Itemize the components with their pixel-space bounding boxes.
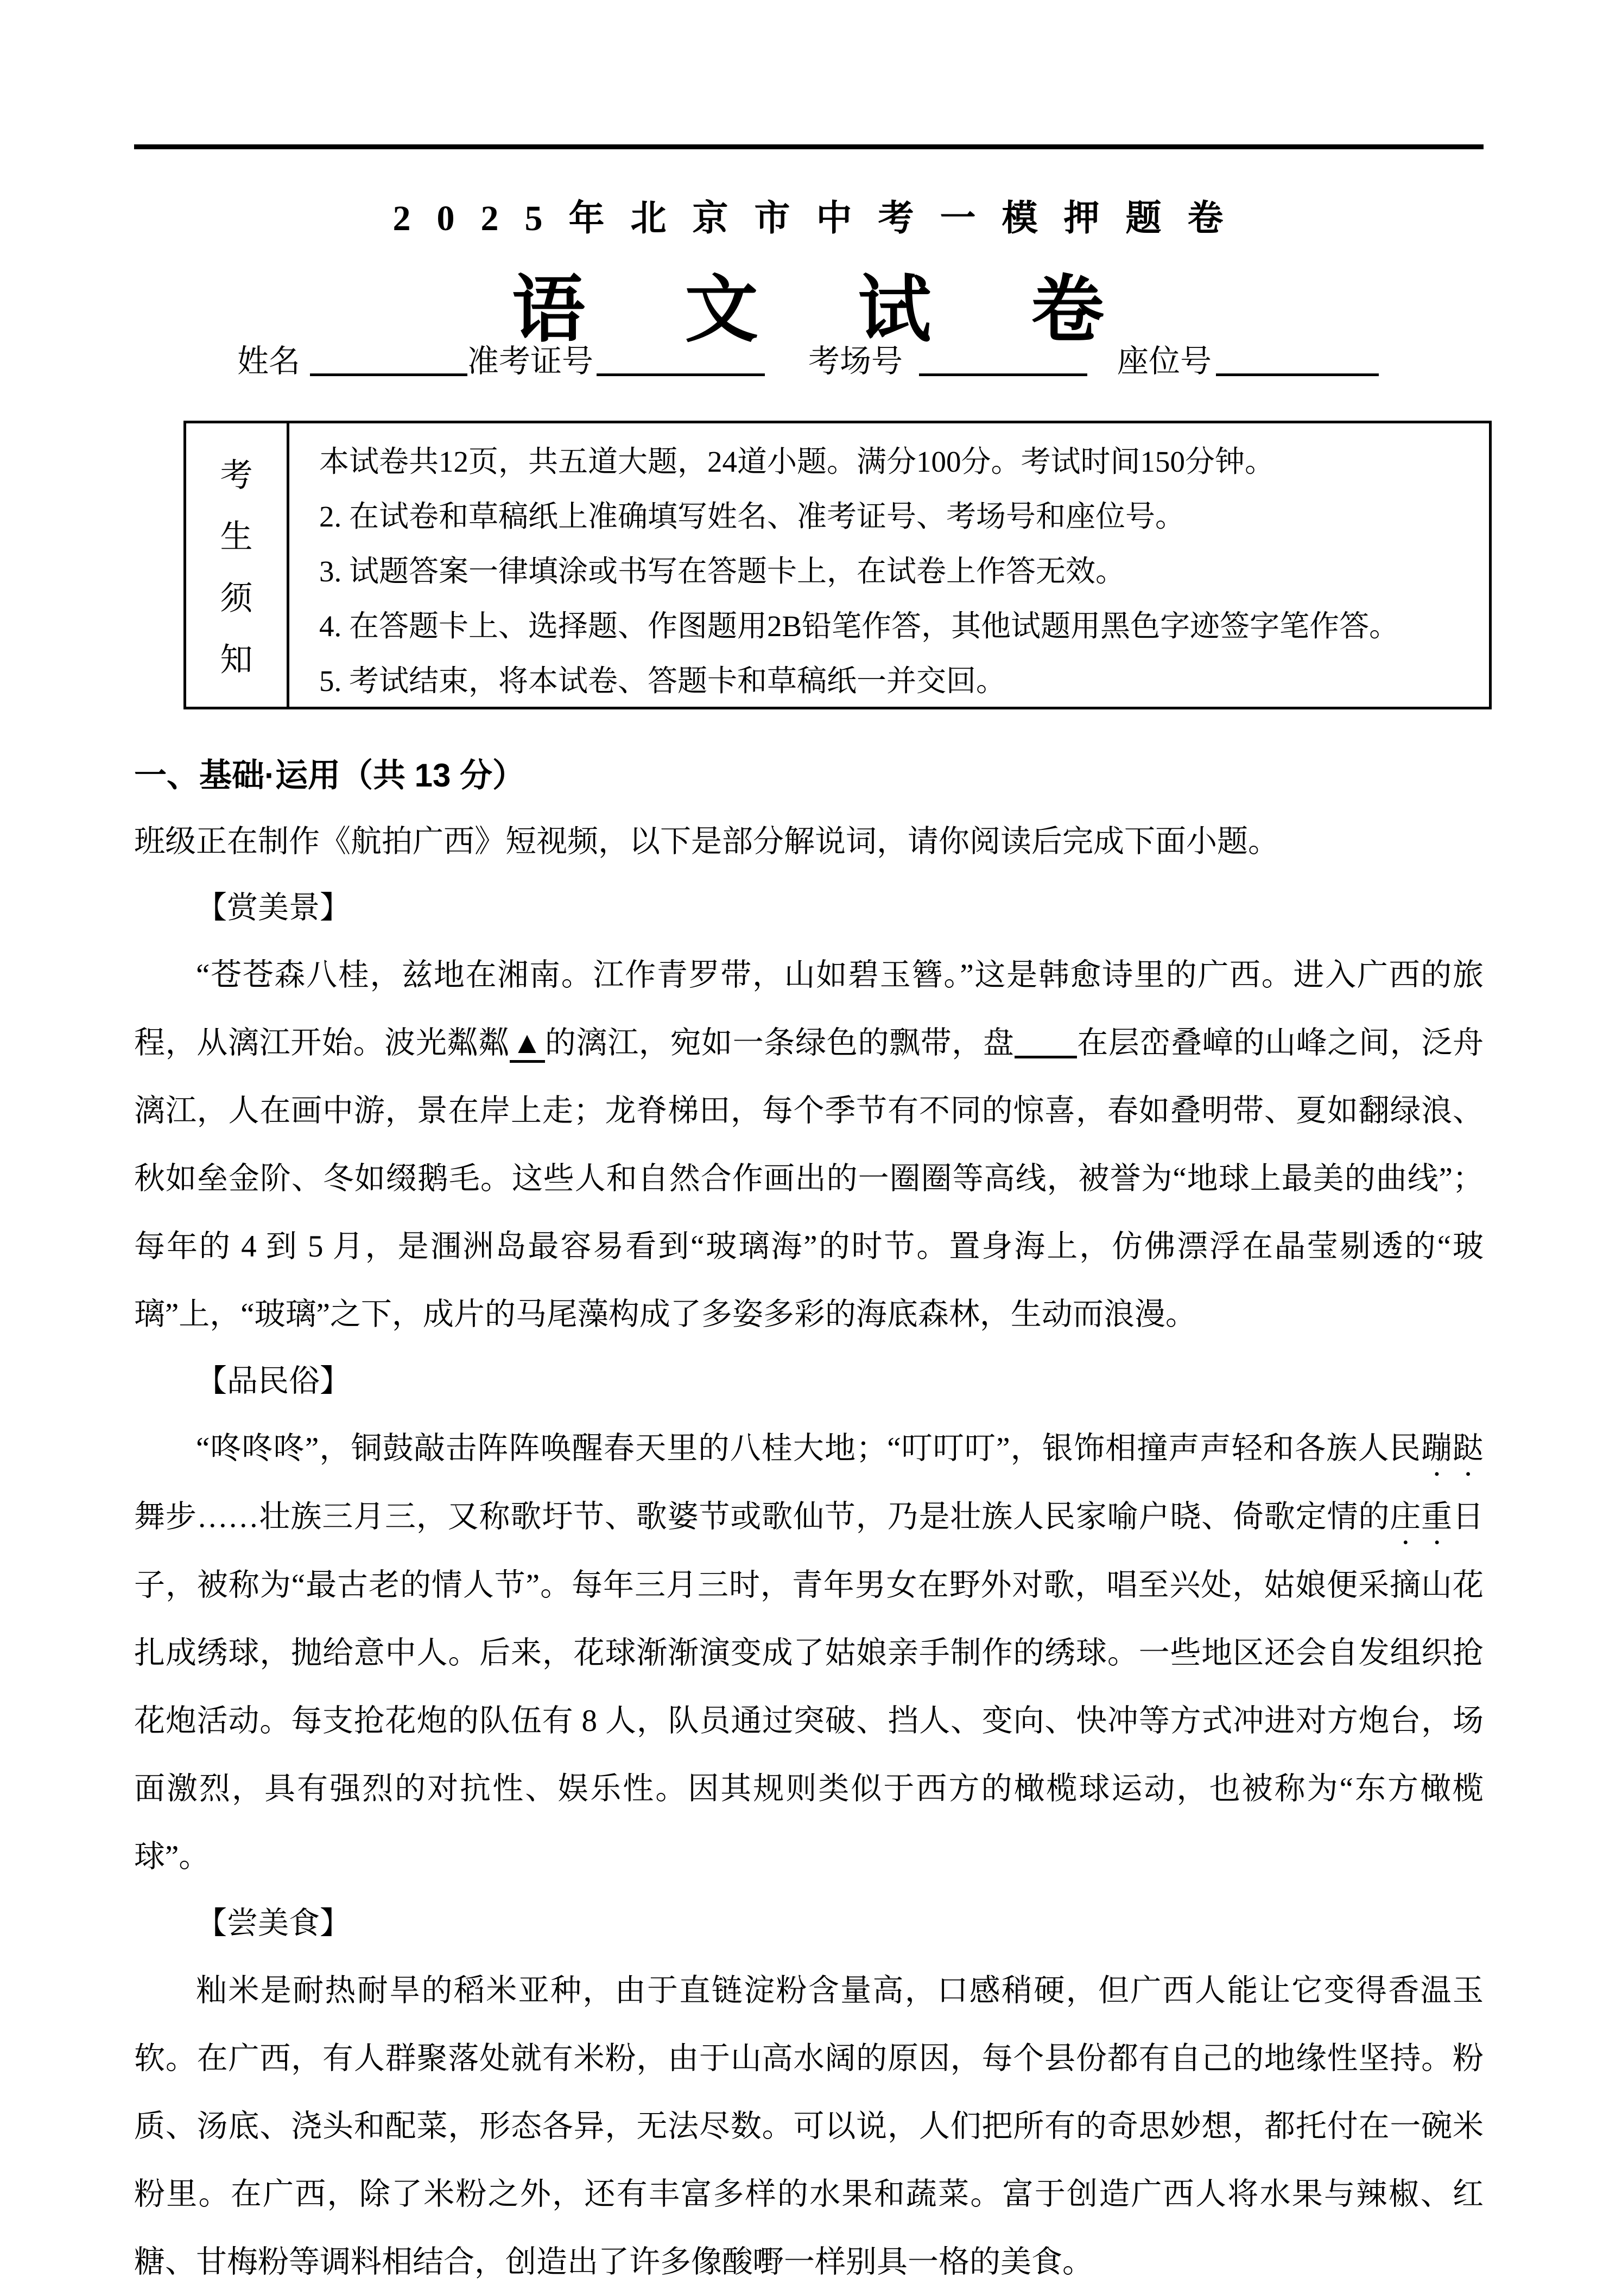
paragraph-text: 籼米是耐热耐旱的稻米亚种，由于直链淀粉含量高，口感稍硬，但广西人能让它变得香温玉软。在广西，有人群聚落处就有米粉，由于山高水阔的原因，每个县份都有自己的地缘性坚持。粉质、汤底、浇头和配菜，形态各异，无法尽数。可以说，人们把所有的奇思妙想，都托付在一碗米粉里。在广西，除了米粉之外，还有丰富多样的水果和蔬菜。富于创造广西人将水果与辣椒、红糖、甘梅粉等调料相结合，创造出了许多像酸嘢一样别具一格的美食。 (134, 1974, 1484, 2279)
notice-item: 5. 考试结束，将本试卷、答题卡和草稿纸一并交回。 (319, 664, 1006, 697)
notice-side-char: 知 (220, 642, 253, 678)
form-label-seat-number: 座位号 (1117, 344, 1212, 379)
subject-title: 语 文 试 卷 (511, 270, 1145, 351)
notice-side-label (186, 423, 289, 707)
paragraph-text: “咚咚咚”，铜鼓敲击阵阵唤醒春天里的八桂大地；“叮叮叮”，银饰相撞声声轻和各族人民 (196, 1431, 1421, 1466)
candidate-notice-box (183, 421, 1492, 709)
fill-in-blank-line (1015, 1025, 1077, 1058)
form-label-admission-number: 准考证号 (467, 344, 593, 379)
emphasized-word: 庄重 (1390, 1500, 1453, 1534)
notice-item: 3. 试题答案一律填涂或书写在答题卡上，在试卷上作答无效。 (319, 555, 1126, 588)
notice-side-char: 须 (220, 580, 253, 617)
notice-item: 4. 在答题卡上、选择题、作图题用2B铅笔作答，其他试题用黑色字迹签字笔作答。 (319, 610, 1399, 643)
main-content (134, 743, 1484, 2296)
paragraph-food (134, 1957, 1484, 2296)
block-label-folk-custom: 【品民俗】 (196, 1364, 351, 1398)
block-label-food: 【尝美食】 (196, 1906, 351, 1940)
intro-text: 班级正在制作《航拍广西》短视频，以下是部分解说词，请你阅读后完成下面小题。 (134, 824, 1279, 859)
paragraph-text: 舞步……壮族三月三，又称歌圩节、歌婆节或歌仙节，乃是壮族人民家喻户晓、倚歌定情的 (134, 1500, 1390, 1534)
notice-item-list (289, 423, 1489, 707)
notice-item: 本试卷共12页，共五道大题，24道小题。满分100分。考试时间150分钟。 (319, 445, 1275, 478)
notice-side-char: 考 (220, 458, 253, 493)
paragraph-text: “苍苍森八桂，兹地在湘南。江作青罗带，山如碧玉簪。”这是韩愈诗里的广西。进入广西的旅程，从漓江开始。波光粼粼 (134, 958, 1484, 1060)
paragraph-text: 日子，被称为“最古老的情人节”。每年三月三时，青年男女在野外对歌，唱至兴处，姑娘便采摘山花扎成绣球，抛给意中人。后来，花球渐渐演变成了姑娘亲手制作的绣球。一些地区还会自发组织抢花炮活动。每支抢花炮的队伍有 8 人，队员通过突破、挡人、变向、快冲等方式冲进对方炮台，场面激烈，具有强烈的对抗性、娱乐性。因其规则类似于西方的橄榄球运动，也被称为“东方橄榄球”。 (134, 1500, 1484, 1874)
seat-number-blank-line (1216, 342, 1379, 376)
triangle-placeholder: ▲ (510, 1026, 545, 1063)
top-rule-divider (134, 144, 1484, 149)
section-heading: 一、基础·运用（共 13 分） (134, 757, 525, 794)
form-label-name: 姓名 (237, 344, 300, 379)
candidate-info-row (0, 335, 1616, 381)
form-label-room-number: 考场号 (808, 344, 903, 379)
block-label-scenery: 【赏美景】 (196, 891, 351, 925)
notice-item: 2. 在试卷和草稿纸上准确填写姓名、准考证号、考场号和座位号。 (319, 500, 1186, 533)
paragraph-text: 在层峦叠嶂的山峰之间，泛舟漓江，人在画中游，景在岸上走；龙脊梯田，每个季节有不同的惊喜，春如叠明带、夏如翻绿浪、秋如垒金阶、冬如缀鹅毛。这些人和自然合作画出的一圈圈等高线，被誉为“地球上最美的曲线”；每年的 4 到 5 月，是涠洲岛最容易看到“玻璃海”的时节。置身海上，仿佛漂浮在晶莹剔透的“玻璃”上，“玻璃”之下，成片的马尾藻构成了多姿多彩的海底森林，生动而浪漫。 (134, 1026, 1484, 1331)
paragraph-text: 的漓江，宛如一条绿色的飘带，盘 (544, 1026, 1015, 1060)
notice-side-char: 生 (220, 519, 253, 555)
name-blank-line (310, 342, 467, 376)
exam-title: 2025年北京市中考一模押题卷 (392, 199, 1250, 238)
admission-number-blank-line (597, 342, 765, 376)
emphasized-word: 蹦跶 (1421, 1431, 1484, 1466)
paragraph-folk-custom (134, 1415, 1484, 1891)
paragraph-scenery (134, 941, 1484, 1348)
room-number-blank-line (919, 342, 1087, 376)
